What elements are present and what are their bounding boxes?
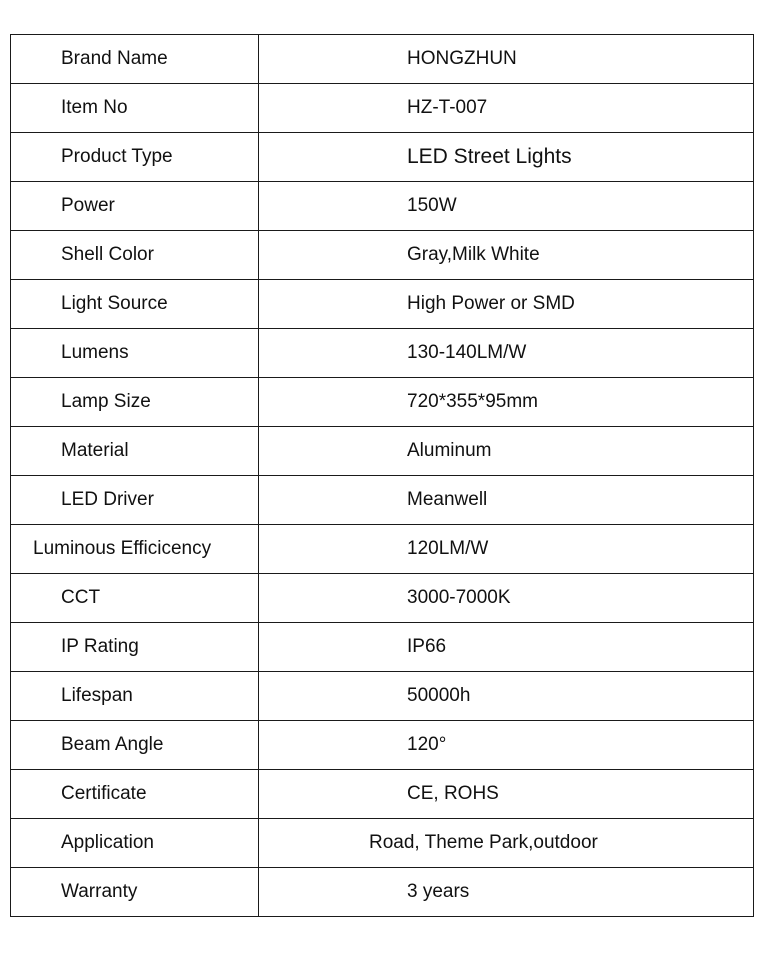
spec-label: Brand Name bbox=[11, 35, 259, 84]
spec-label: Luminous Efficicency bbox=[11, 525, 259, 574]
spec-value: IP66 bbox=[259, 623, 754, 672]
spec-label: Application bbox=[11, 819, 259, 868]
spec-value: 120LM/W bbox=[259, 525, 754, 574]
spec-label: IP Rating bbox=[11, 623, 259, 672]
spec-value: 150W bbox=[259, 182, 754, 231]
table-row bbox=[11, 378, 754, 427]
spec-value: 3 years bbox=[259, 868, 754, 917]
table-row bbox=[11, 280, 754, 329]
spec-value: Aluminum bbox=[259, 427, 754, 476]
table-row bbox=[11, 35, 754, 84]
spec-label: Lumens bbox=[11, 329, 259, 378]
table-row bbox=[11, 868, 754, 917]
spec-label: Shell Color bbox=[11, 231, 259, 280]
table-row bbox=[11, 819, 754, 868]
spec-value: 130-140LM/W bbox=[259, 329, 754, 378]
table-row bbox=[11, 623, 754, 672]
table-row bbox=[11, 476, 754, 525]
spec-label: Lifespan bbox=[11, 672, 259, 721]
table-row bbox=[11, 721, 754, 770]
spec-label: LED Driver bbox=[11, 476, 259, 525]
spec-label: Item No bbox=[11, 84, 259, 133]
spec-value: High Power or SMD bbox=[259, 280, 754, 329]
spec-label: CCT bbox=[11, 574, 259, 623]
spec-label: Power bbox=[11, 182, 259, 231]
spec-label: Product Type bbox=[11, 133, 259, 182]
spec-value: LED Street Lights bbox=[259, 133, 754, 182]
table-row bbox=[11, 574, 754, 623]
spec-value: 720*355*95mm bbox=[259, 378, 754, 427]
table-row bbox=[11, 329, 754, 378]
spec-label: Certificate bbox=[11, 770, 259, 819]
table-row bbox=[11, 770, 754, 819]
table-row bbox=[11, 427, 754, 476]
table-row bbox=[11, 231, 754, 280]
spec-value: Road, Theme Park,outdoor bbox=[259, 819, 754, 868]
spec-label: Material bbox=[11, 427, 259, 476]
spec-value: 50000h bbox=[259, 672, 754, 721]
spec-table bbox=[10, 34, 754, 917]
spec-label: Light Source bbox=[11, 280, 259, 329]
spec-value: 120° bbox=[259, 721, 754, 770]
spec-label: Lamp Size bbox=[11, 378, 259, 427]
spec-value: CE, ROHS bbox=[259, 770, 754, 819]
spec-value: HONGZHUN bbox=[259, 35, 754, 84]
table-row bbox=[11, 133, 754, 182]
spec-value: 3000-7000K bbox=[259, 574, 754, 623]
table-row bbox=[11, 84, 754, 133]
spec-label: Warranty bbox=[11, 868, 259, 917]
spec-value: HZ-T-007 bbox=[259, 84, 754, 133]
table-row bbox=[11, 182, 754, 231]
spec-value: Gray,Milk White bbox=[259, 231, 754, 280]
spec-label: Beam Angle bbox=[11, 721, 259, 770]
spec-value: Meanwell bbox=[259, 476, 754, 525]
table-row bbox=[11, 672, 754, 721]
table-row bbox=[11, 525, 754, 574]
